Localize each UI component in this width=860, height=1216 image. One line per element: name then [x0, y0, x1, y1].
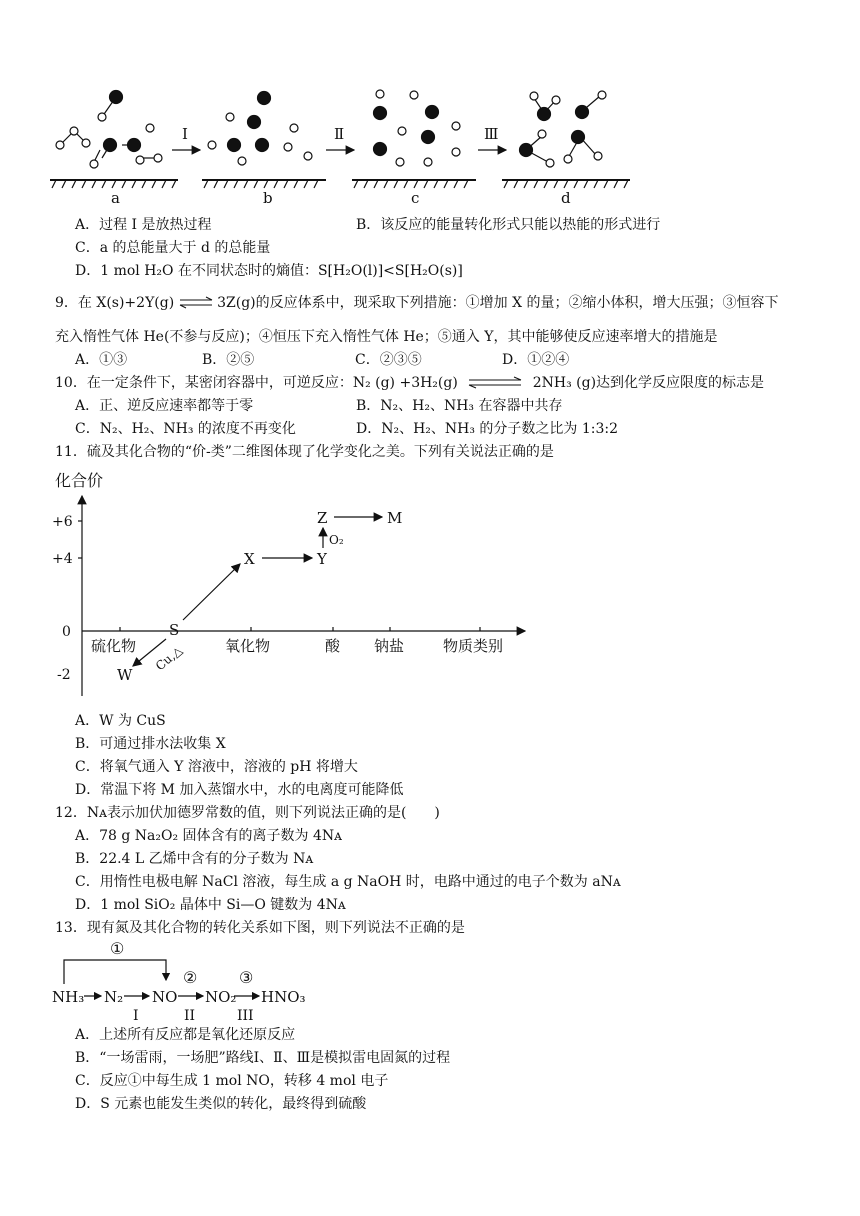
- y-tick-minus2: -2: [57, 667, 71, 683]
- x-category-sodium-salt: 钠盐: [374, 637, 405, 655]
- stage-label-d: d: [561, 189, 571, 207]
- q9-stem-prefix: 9．在 X(s)+2Y(g): [55, 295, 175, 311]
- species-n2: N₂: [104, 988, 124, 1006]
- q13-option-a: A．上述所有反应都是氧化还原反应: [75, 1027, 296, 1043]
- x-category-sulfide: 硫化物: [91, 637, 137, 655]
- y-tick-plus6: +6: [52, 514, 73, 530]
- equilibrium-arrow-icon: [468, 377, 522, 389]
- route-label-2: II: [184, 1008, 196, 1024]
- equilibrium-arrow-icon: [179, 297, 213, 309]
- q9-stem-suffix: 3Z(g)的反应体系中，现采取下列措施：①增加 X 的量；②缩小体积，增大压强；③恒容下: [217, 295, 779, 311]
- process-label-2: Ⅱ: [334, 125, 345, 143]
- q9-option-b: B．②⑤: [202, 352, 255, 368]
- o2-label: O₂: [329, 533, 344, 547]
- stage-label-c: c: [411, 189, 420, 207]
- stage-label-a: a: [111, 189, 120, 207]
- x-category-oxide: 氧化物: [225, 637, 271, 655]
- reaction-mark-3: ③: [239, 968, 254, 987]
- q10-option-d: D．N₂、H₂、NH₃ 的分子数之比为 1:3:2: [356, 421, 619, 437]
- q9-option-d: D．①②④: [502, 352, 570, 368]
- q11-option-b: B．可通过排水法收集 X: [75, 736, 226, 752]
- q11-option-c: C．将氧气通入 Y 溶液中，溶液的 pH 将增大: [75, 759, 358, 775]
- q12-stem: 12．Nᴀ表示加伏加德罗常数的值，则下列说法正确的是( ): [55, 805, 440, 821]
- q10-option-c: C．N₂、H₂、NH₃ 的浓度不再变化: [75, 421, 296, 437]
- q9-option-a: A．①③: [75, 352, 128, 368]
- q8-option-a: A．过程 I 是放热过程: [75, 217, 212, 233]
- species-hno3: HNO₃: [261, 988, 306, 1006]
- q11-option-d: D．常温下将 M 加入蒸馏水中，水的电离度可能降低: [75, 782, 404, 798]
- q10-stem: [55, 373, 764, 393]
- q13-option-d: D．S 元素也能发生类似的转化，最终得到硫酸: [75, 1096, 367, 1112]
- x-category-acid: 酸: [325, 637, 341, 655]
- q11-option-a: A．W 为 CuS: [75, 713, 166, 729]
- species-no: NO: [152, 988, 178, 1006]
- reaction-mark-2: ②: [183, 968, 198, 987]
- y-tick-plus4: +4: [52, 551, 73, 567]
- sulfur-valence-class-diagram: [0, 460, 860, 700]
- q8-option-c: C．a 的总能量大于 d 的总能量: [75, 240, 271, 256]
- q8-option-d: D．1 mol H₂O 在不同状态时的熵值：S[H₂O(l)]<S[H₂O(s)]: [75, 263, 463, 279]
- q12-option-b: B．22.4 L 乙烯中含有的分子数为 Nᴀ: [75, 851, 314, 867]
- q8-reaction-figure: [0, 0, 860, 210]
- q9-stem: [55, 293, 779, 313]
- q10-option-a: A．正、逆反应速率都等于零: [75, 398, 254, 414]
- q9-option-c: C．②③⑤: [355, 352, 422, 368]
- q13-option-b: B．“一场雷雨，一场肥”路线Ⅰ、Ⅱ、Ⅲ是模拟雷电固氮的过程: [75, 1050, 451, 1066]
- point-y: Y: [317, 550, 327, 568]
- q10-stem-suffix: 2NH₃ (g)达到化学反应限度的标志是: [532, 375, 765, 391]
- process-label-1: I: [182, 125, 188, 143]
- stage-label-b: b: [263, 189, 273, 207]
- point-s: S: [169, 621, 180, 639]
- point-z: Z: [317, 509, 328, 527]
- x-axis-title: 物质类别: [443, 637, 504, 655]
- q13-stem: 13．现有氮及其化合物的转化关系如下图，则下列说法不正确的是: [55, 920, 465, 936]
- y-tick-zero: 0: [62, 624, 71, 640]
- q10-option-b: B．N₂、H₂、NH₃ 在容器中共存: [356, 398, 563, 414]
- reaction-mark-1: ①: [110, 939, 125, 958]
- q12-option-d: D．1 mol SiO₂ 晶体中 Si—O 键数为 4Nᴀ: [75, 897, 346, 913]
- nitrogen-conversion-diagram: [0, 940, 860, 1030]
- q8-option-b: B．该反应的能量转化形式只能以热能的形式进行: [356, 217, 661, 233]
- point-w: W: [117, 666, 133, 684]
- species-no2: NO₂: [205, 988, 237, 1006]
- point-x: X: [244, 550, 255, 568]
- species-nh3: NH₃: [52, 988, 85, 1006]
- cu-heat-label: Cu,△: [152, 643, 185, 674]
- q11-stem: 11．硫及其化合物的“价-类”二维图体现了化学变化之美。下列有关说法正确的是: [55, 444, 554, 460]
- process-label-3: Ⅲ: [484, 125, 499, 143]
- y-axis-title: 化合价: [55, 471, 104, 490]
- q12-option-a: A．78 g Na₂O₂ 固体含有的离子数为 4Nᴀ: [75, 828, 343, 844]
- route-label-1: I: [133, 1008, 139, 1024]
- q13-option-c: C．反应①中每生成 1 mol NO，转移 4 mol 电子: [75, 1073, 389, 1089]
- q10-stem-prefix: 10．在一定条件下，某密闭容器中，可逆反应：N₂ (g) +3H₂(g): [55, 375, 458, 391]
- point-m: M: [387, 509, 403, 527]
- q12-option-c: C．用惰性电极电解 NaCl 溶液，每生成 a g NaOH 时，电路中通过的电子个数为 aNᴀ: [75, 874, 621, 890]
- q9-stem-line2: 充入惰性气体 He(不参与反应)；④恒压下充入惰性气体 He；⑤通入 Y，其中能够使反应速率增大的措施是: [55, 329, 718, 345]
- route-label-3: III: [237, 1008, 254, 1024]
